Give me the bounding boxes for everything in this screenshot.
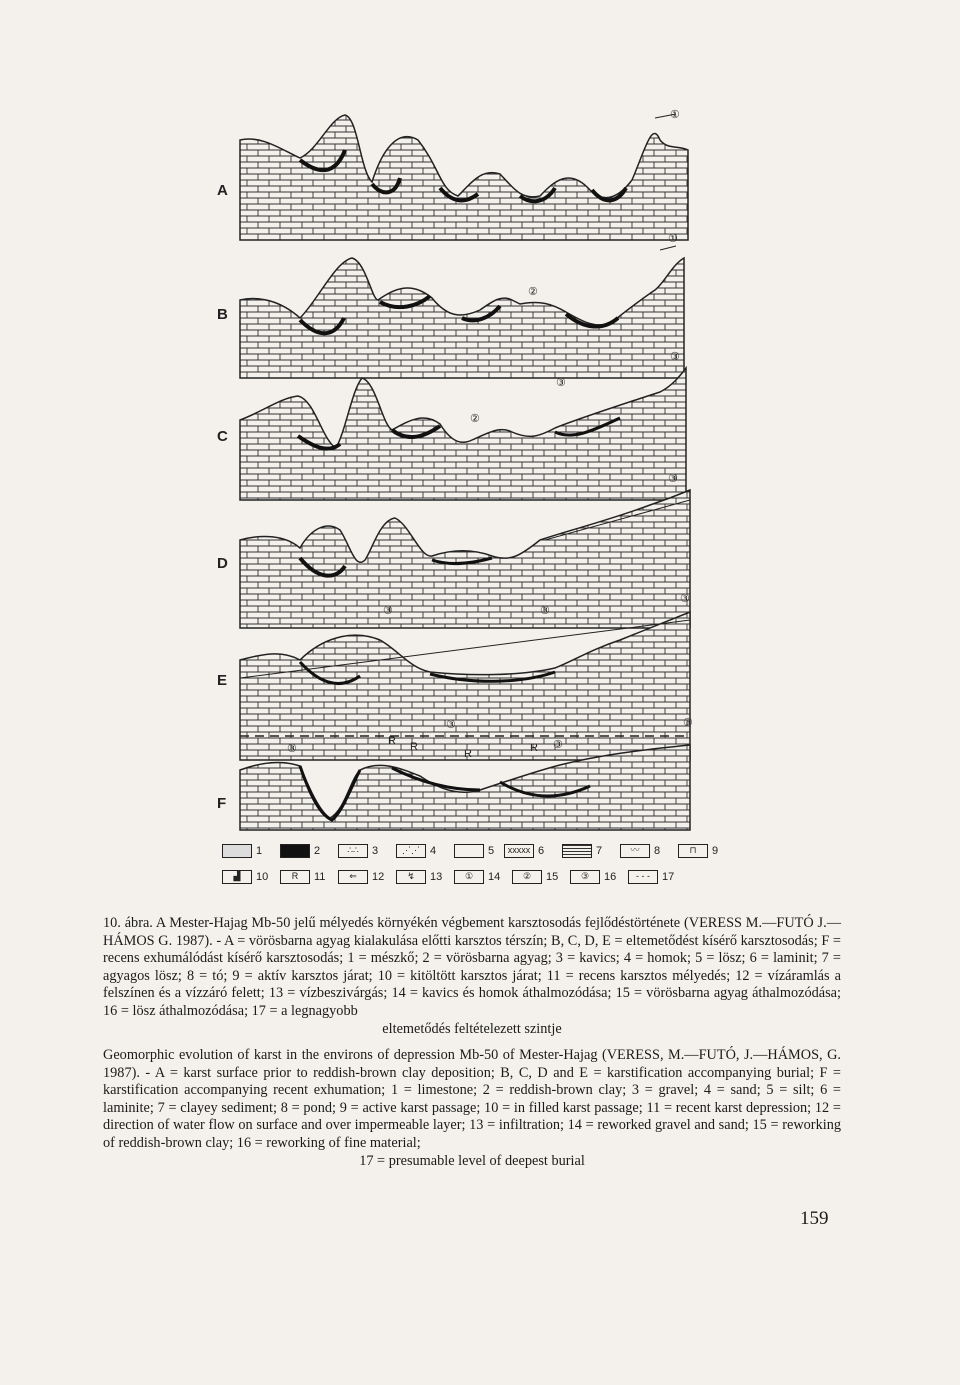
- legend-item: ③ 16: [570, 870, 616, 884]
- marker-3-f4: ③: [553, 739, 563, 751]
- reworked-fine-symbol: ③: [570, 870, 600, 884]
- legend-item: 5: [454, 844, 494, 858]
- section-e: [240, 612, 690, 760]
- gravel-symbol: ∴∴: [338, 844, 368, 858]
- marker-3-e1: ③: [383, 605, 393, 617]
- marker-3-d: ③: [668, 473, 678, 485]
- section-c: [240, 368, 686, 500]
- infiltration-symbol: ↯: [396, 870, 426, 884]
- reworked-clay-symbol: ②: [512, 870, 542, 884]
- recent-depression-label: R: [464, 748, 472, 760]
- marker-3-e3: ③: [680, 593, 690, 605]
- caption-english: [103, 1047, 841, 1170]
- panel-label-b: B: [217, 306, 228, 323]
- marker-3-c1: ③: [670, 351, 680, 363]
- silt-symbol: [454, 844, 484, 858]
- marker-2-b: ②: [528, 286, 538, 298]
- marker-3-e2: ③: [540, 605, 550, 617]
- recent-depression-label: R: [530, 742, 538, 754]
- marker-3-f1: ③: [446, 719, 456, 731]
- panel-label-a: A: [217, 182, 228, 199]
- recent-depression-symbol: R: [280, 870, 310, 884]
- legend-item: ▟ 10: [222, 870, 268, 884]
- clayey-silt-symbol: [562, 844, 592, 858]
- legend-item: ① 14: [454, 870, 500, 884]
- marker-2-c: ②: [470, 413, 480, 425]
- caption-english-last-line: 17 = presumable level of deepest burial: [359, 1152, 585, 1169]
- reworked-gravel-symbol: ①: [454, 870, 484, 884]
- marker-3-f2: ③: [683, 717, 693, 729]
- sand-symbol: ⋰⋰: [396, 844, 426, 858]
- legend-item: ② 15: [512, 870, 558, 884]
- section-d: [240, 490, 690, 628]
- caption-hungarian: [103, 915, 841, 1038]
- marker-1-a: ①: [670, 109, 680, 121]
- legend-item: xxxxx 6: [504, 844, 544, 858]
- panel-label-e: E: [217, 672, 228, 689]
- legend-item: - - - 17: [628, 870, 674, 884]
- pond-symbol: 〰: [620, 844, 650, 858]
- limestone-symbol: [222, 844, 252, 858]
- legend-item: 2: [280, 844, 320, 858]
- page-number: 159: [800, 1208, 829, 1229]
- legend-item: R 11: [280, 870, 325, 884]
- recent-depression-label: R: [388, 735, 396, 747]
- caption-english-body: Geomorphic evolution of karst in the environs of depression Mb-50 of Mester-Hajag (VERESS, M.—FUTÓ, J.—HÁMOS, G. 1987). - A = karst surface prior to reddish-brown clay deposition; B, C, D and E = karstification accompanying burial; F = karstification accompanying recent exhumation; 1 = limestone; 2 = reddish-brown clay; 3 = gravel; 4 = sand; 5 = silt; 6 = laminite; 7 = clayey sediment; 8 = pond; 9 = active karst passage; 10 = in filled karst passage; 11 = recent karst depression; 12 = direction of water flow on surface and over impermeable layer; 13 = infiltration; 14 = reworked gravel and sand; 15 = reworking of reddish-brown clay; 16 = reworking of fine material;: [103, 1047, 841, 1151]
- legend-item: 1: [222, 844, 262, 858]
- legend-item: ⊓ 9: [678, 844, 718, 858]
- legend-item: 7: [562, 844, 602, 858]
- laminite-symbol: xxxxx: [504, 844, 534, 858]
- panel-label-d: D: [217, 555, 228, 572]
- active-passage-symbol: ⊓: [678, 844, 708, 858]
- caption-hungarian-body: 10. ábra. A Mester-Hajag Mb-50 jelű mélyedés környékén végbement karsztosodás fejlődéstörténete (VERESS M.—FUTÓ J.—HÁMOS G. 1987). - A = vörösbarna agyag kialakulása előtti karsztos térszín; B, C, D, E = eltemetődést kísérő karsztosodás; F = recens exhumálódást kísérő karsztosodás; 1 = mészkő; 2 = vörösbarna agyag; 3 = kavics; 4 = homok; 5 = lösz; 6 = laminit; 7 = agyagos lösz; 8 = tó; 9 = aktív karsztos járat; 10 = kitöltött karsztos járat; 11 = recens karsztos mélyedés; 12 = vízáramlás a felszínen és a vízzáró felett; 13 = vízbeszivárgás; 14 = kavics és homok áthalmozódása; 15 = vörösbarna agyag áthalmozódása; 16 = lösz áthalmozódása; 17 = a legnagyobb: [103, 915, 841, 1019]
- recent-depression-label: R: [410, 741, 418, 753]
- panel-label-f: F: [217, 795, 227, 812]
- legend-item: 〰 8: [620, 844, 660, 858]
- panel-label-c: C: [217, 428, 228, 445]
- marker-3-f3: ③: [287, 743, 297, 755]
- water-flow-symbol: ⇐: [338, 870, 368, 884]
- legend-item: ∴∴ 3: [338, 844, 378, 858]
- filled-passage-symbol: ▟: [222, 870, 252, 884]
- marker-3-c2: ③: [556, 377, 566, 389]
- legend-item: ⋰⋰ 4: [396, 844, 436, 858]
- section-a: [240, 114, 688, 240]
- red-clay-symbol: [280, 844, 310, 858]
- marker-1-b: ①: [668, 233, 678, 245]
- legend-item: ↯ 13: [396, 870, 442, 884]
- caption-hungarian-last-line: eltemetődés feltételezett szintje: [382, 1020, 562, 1037]
- burial-level-symbol: - - -: [628, 870, 658, 884]
- legend-item: ⇐ 12: [338, 870, 384, 884]
- section-b: [240, 246, 684, 378]
- legend: [222, 840, 742, 896]
